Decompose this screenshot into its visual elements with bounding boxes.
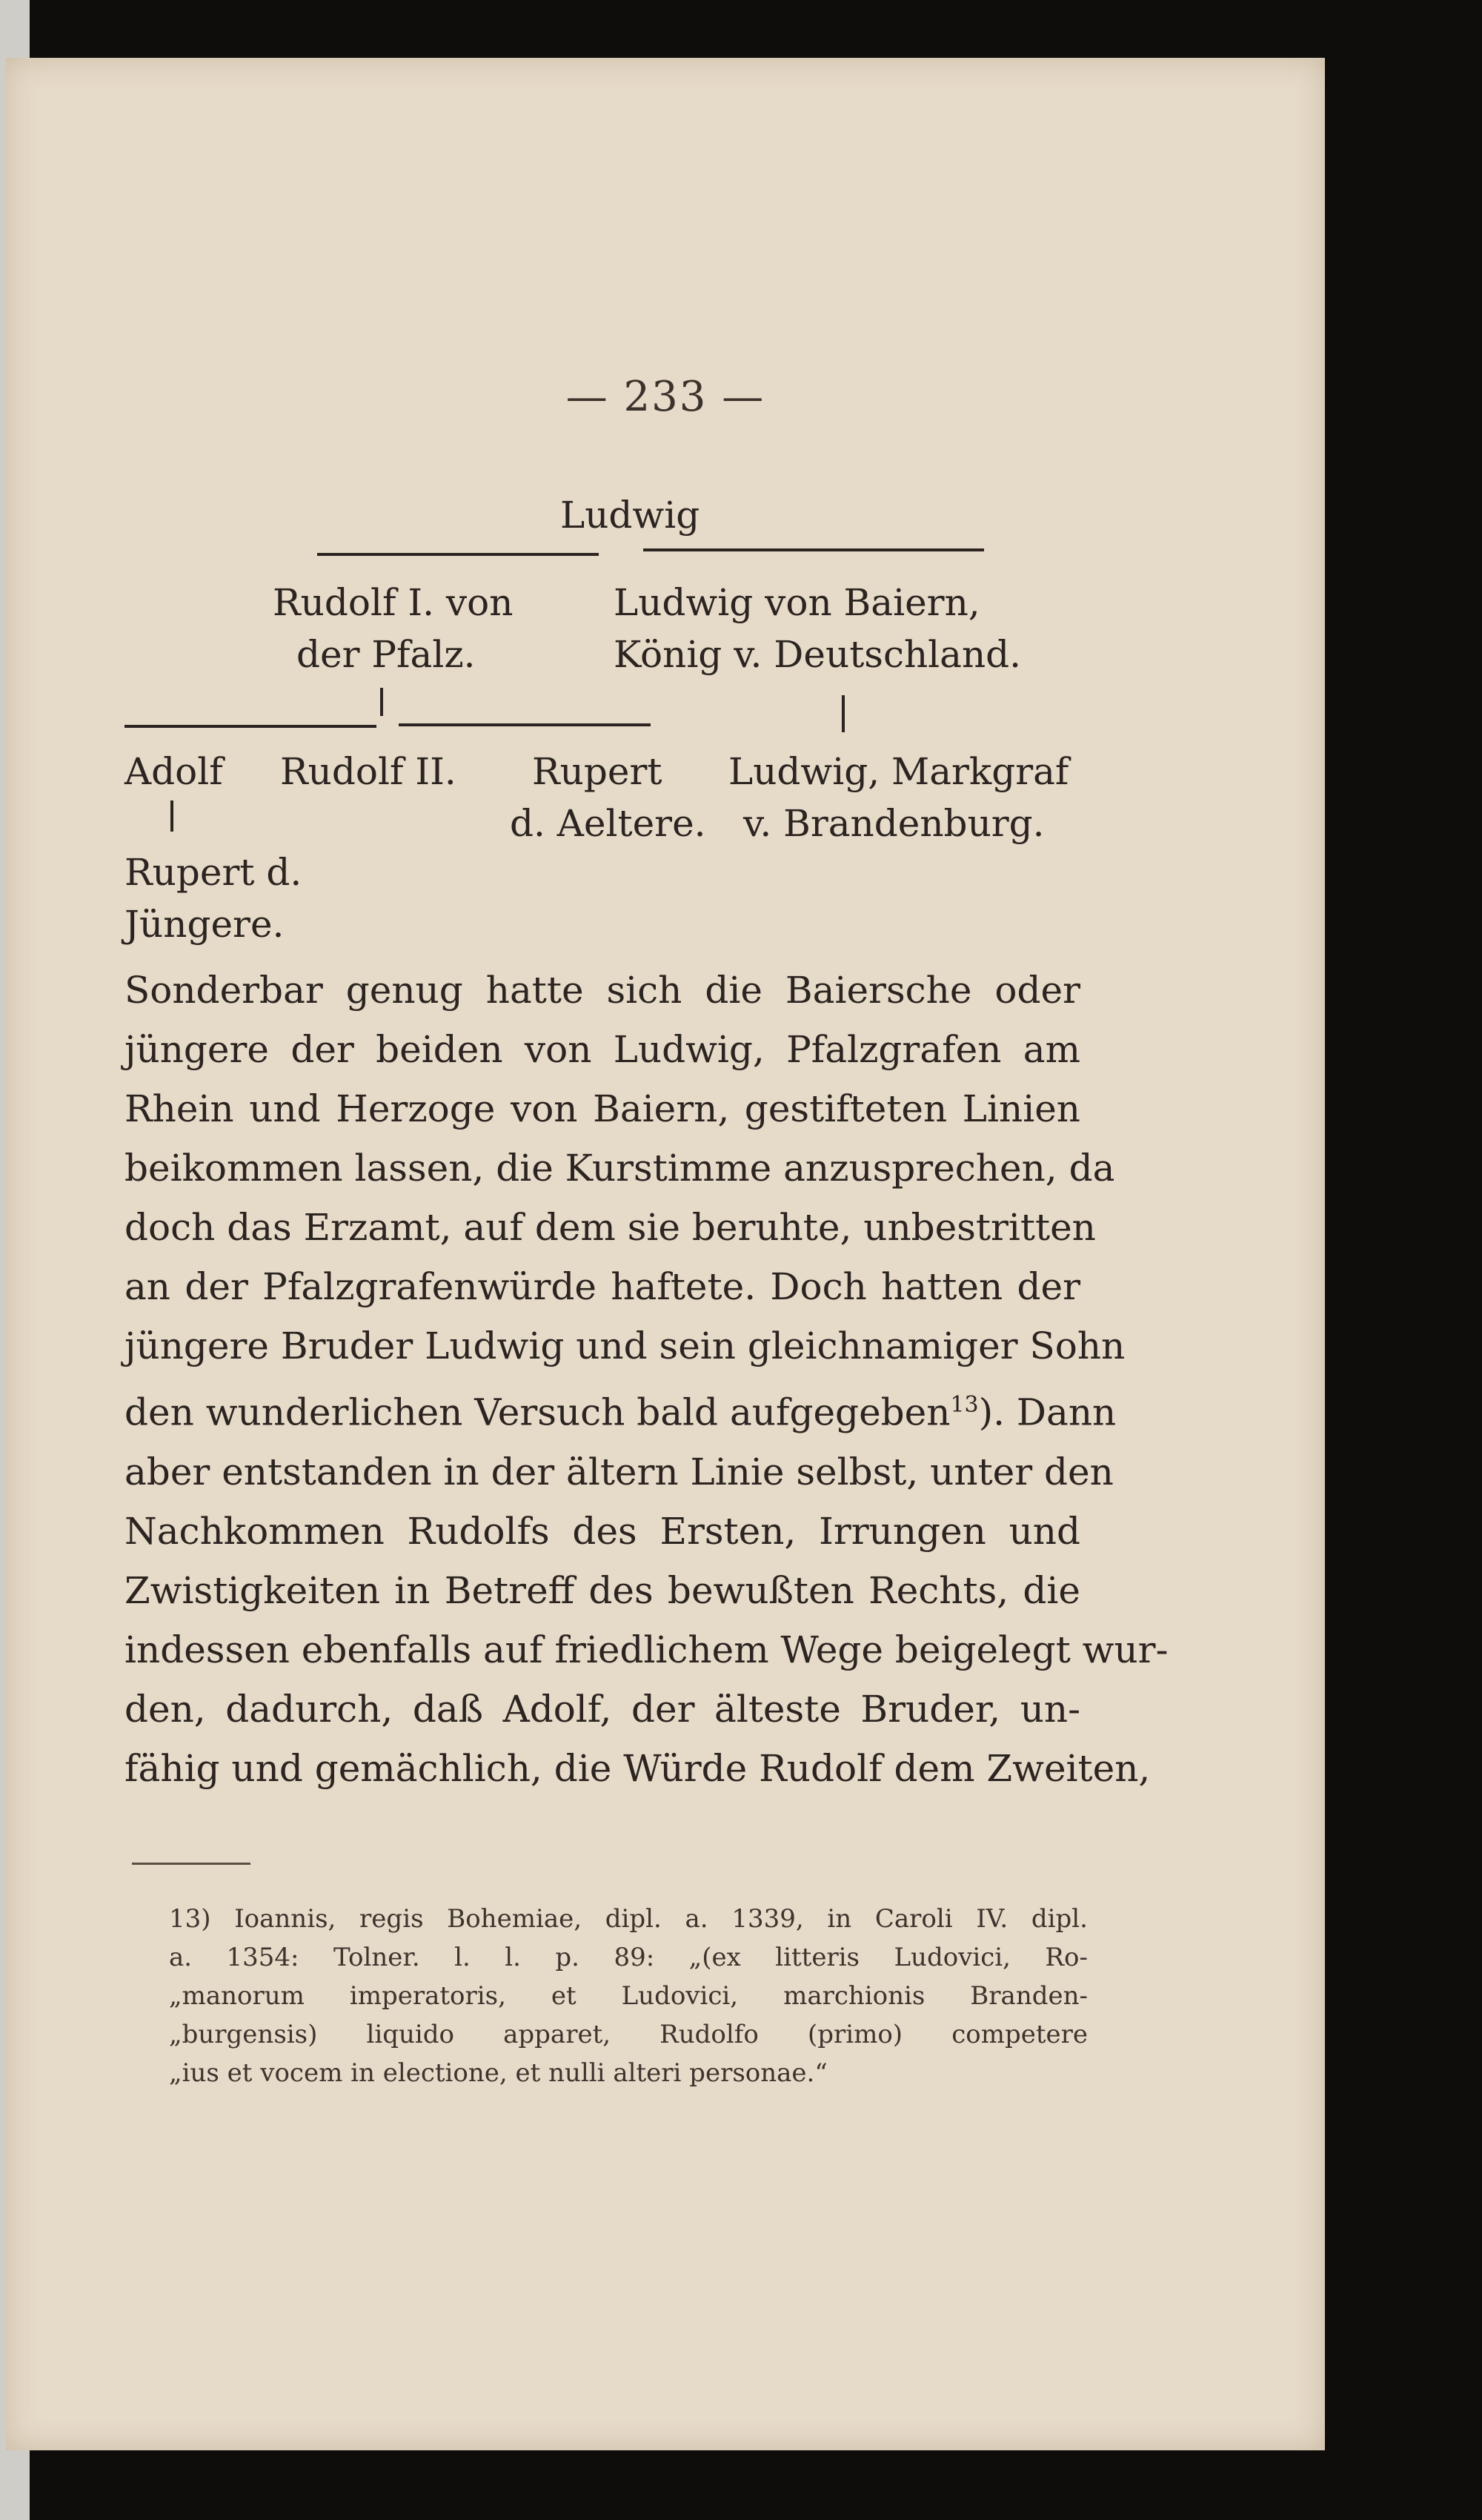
body-line: jüngere der beiden von Ludwig, Pfalzgrafen am xyxy=(124,1028,1080,1071)
body-line-text: den wunderlichen Versuch bald aufgegeben xyxy=(124,1390,951,1434)
tree-rudolf-2: Rudolf II. xyxy=(280,750,456,793)
tree-brace-left xyxy=(317,553,599,556)
body-line-tail: ). Dann xyxy=(978,1390,1117,1434)
footnote-divider xyxy=(132,1863,250,1865)
tree-rudolf-1-line2: der Pfalz. xyxy=(296,633,476,676)
footnote-line: „burgensis) liquido apparet, Rudolfo (primo) competere xyxy=(169,2020,1088,2049)
tree-connector-rudolf xyxy=(380,688,383,716)
body-line: beikommen lassen, die Kurstimme anzusprechen, da xyxy=(124,1147,1115,1190)
body-line: Sonderbar genug hatte sich die Baiersche oder xyxy=(124,969,1080,1012)
body-line: doch das Erzamt, auf dem sie beruhte, unbestritten xyxy=(124,1206,1096,1249)
body-line: an der Pfalzgrafenwürde haftete. Doch hatten der xyxy=(124,1265,1080,1308)
body-paragraph xyxy=(124,961,1169,1798)
tree-brace-right xyxy=(643,548,984,551)
tree-brace2-right xyxy=(399,723,651,726)
tree-rudolf-1-line1: Rudolf I. von xyxy=(273,581,514,624)
book-page xyxy=(6,58,1325,2450)
footnote-reference: 13 xyxy=(950,1392,979,1418)
tree-ludwig-markgraf-line2: v. Brandenburg. xyxy=(743,802,1045,845)
body-line: indessen ebenfalls auf friedlichem Wege beigelegt wur- xyxy=(124,1628,1169,1671)
body-line: fähig und gemächlich, die Würde Rudolf dem Zweiten, xyxy=(124,1746,1151,1790)
page-number-header: — 233 — xyxy=(565,373,765,421)
body-line-with-footnote xyxy=(124,1376,1117,1442)
body-line: aber entstanden in der ältern Linie selbst, unter den xyxy=(124,1450,1114,1493)
tree-ludwig-markgraf-line1: Ludwig, Markgraf xyxy=(728,750,1069,793)
tree-connector-ludwig xyxy=(842,695,845,732)
tree-rupert-elder-line1: Rupert xyxy=(532,750,662,793)
tree-ludwig-baiern-line1: Ludwig von Baiern, xyxy=(614,581,980,624)
body-line: jüngere Bruder Ludwig und sein gleichnamiger Sohn xyxy=(124,1324,1126,1367)
footnote-line: 13) Ioannis, regis Bohemiae, dipl. a. 1339, in Caroli IV. dipl. xyxy=(169,1904,1088,1934)
tree-rupert-younger-line2: Jüngere. xyxy=(124,903,285,946)
footnote-line: „manorum imperatoris, et Ludovici, marchionis Branden- xyxy=(169,1981,1088,2011)
footnote xyxy=(169,1900,1088,2092)
footnote-line: a. 1354: Tolner. l. l. p. 89: „(ex litteris Ludovici, Ro- xyxy=(169,1943,1088,1972)
tree-adolf: Adolf xyxy=(124,750,223,793)
tree-brace2-left xyxy=(124,725,376,728)
body-line: Rhein und Herzoge von Baiern, gestifteten Linien xyxy=(124,1087,1080,1130)
body-line: den, dadurch, daß Adolf, der älteste Bruder, un- xyxy=(124,1687,1080,1731)
body-line: Zwistigkeiten in Betreff des bewußten Rechts, die xyxy=(124,1568,1080,1612)
footnote-line: „ius et vocem in electione, et nulli alteri personae.“ xyxy=(169,2058,828,2088)
tree-rupert-elder-line2: d. Aeltere. xyxy=(510,802,706,845)
tree-connector-adolf xyxy=(170,800,173,832)
tree-ludwig-baiern-line2: König v. Deutschland. xyxy=(614,633,1022,676)
body-line: Nachkommen Rudolfs des Ersten, Irrungen und xyxy=(124,1509,1080,1553)
tree-rupert-younger-line1: Rupert d. xyxy=(124,851,302,894)
tree-root-ludwig: Ludwig xyxy=(560,494,700,537)
